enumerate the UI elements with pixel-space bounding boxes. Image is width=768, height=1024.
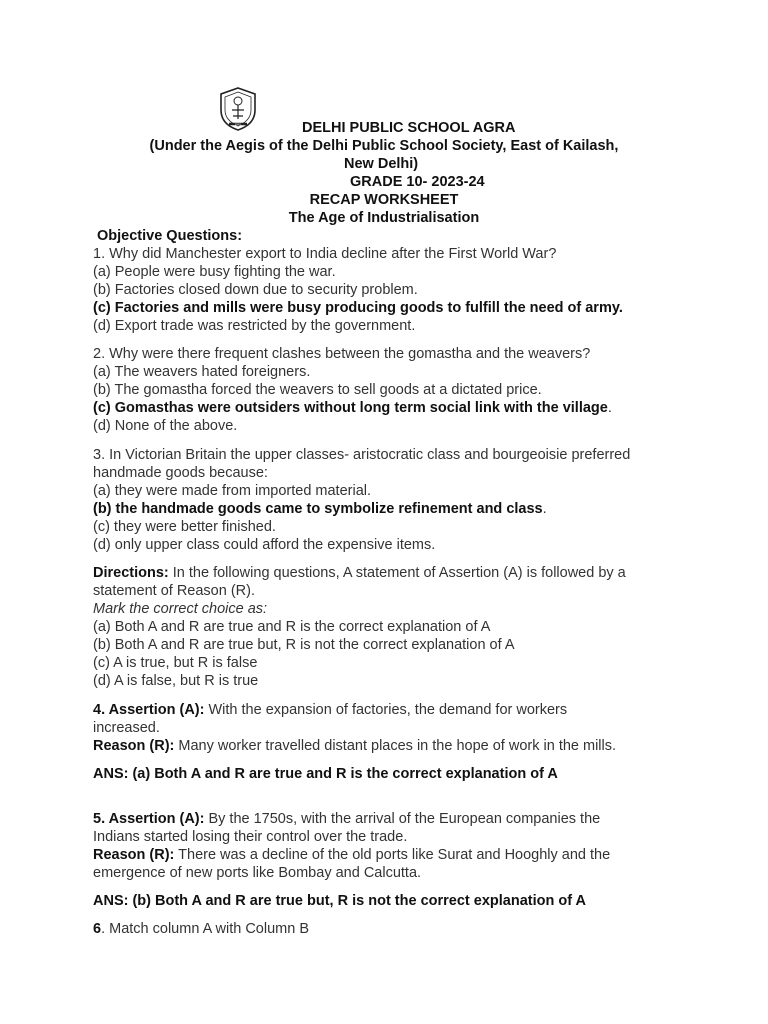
q2-option-c: (c) Gomasthas were outsiders without long term social link with the village	[93, 400, 608, 416]
q5-reason-2: emergence of new ports like Bombay and Calcutta.	[93, 865, 422, 881]
aegis-line-2: New Delhi)	[344, 156, 419, 172]
q5-reason-1: There was a decline of the old ports like Surat and Hooghly and the	[174, 847, 611, 863]
school-logo-icon	[217, 86, 259, 132]
q3-option-c: (c) they were better finished.	[93, 519, 276, 535]
chapter-title: The Age of Industrialisation	[288, 210, 480, 226]
q1-option-b: (b) Factories closed down due to security problem.	[93, 282, 418, 298]
directions-option-a: (a) Both A and R are true and R is the correct explanation of A	[93, 619, 491, 635]
q4-reason: Many worker travelled distant places in the hope of work in the mills.	[174, 738, 617, 754]
q3-option-b: (b) the handmade goods came to symbolize refinement and class	[93, 501, 543, 517]
q5-reason-label: Reason (R):	[93, 847, 175, 863]
q1-option-d: (d) Export trade was restricted by the government.	[93, 318, 416, 334]
q6-line	[93, 920, 309, 938]
q4-assertion-line-1	[93, 701, 567, 719]
objective-heading: Objective Questions:	[97, 228, 243, 244]
directions-text-2: statement of Reason (R).	[93, 583, 255, 599]
q5-assertion-line-1	[93, 810, 600, 828]
q3-option-a: (a) they were made from imported material.	[93, 483, 372, 499]
q3-question-2: handmade goods because:	[93, 465, 268, 481]
q2-option-c-line	[93, 399, 612, 417]
aegis-line-1: (Under the Aegis of the Delhi Public School Society, East of Kailash,	[149, 138, 619, 154]
q3-option-d: (d) only upper class could afford the expensive items.	[93, 537, 436, 553]
q2-option-d: (d) None of the above.	[93, 418, 238, 434]
directions-option-c: (c) A is true, but R is false	[93, 655, 258, 671]
directions-text-1: In the following questions, A statement of Assertion (A) is followed by a	[168, 565, 626, 581]
q4-assertion-1: With the expansion of factories, the demand for workers	[204, 702, 568, 718]
q2-option-a: (a) The weavers hated foreigners.	[93, 364, 311, 380]
q1-option-a: (a) People were busy fighting the war.	[93, 264, 336, 280]
q6-text: . Match column A with Column B	[101, 921, 309, 937]
q4-answer: ANS: (a) Both A and R are true and R is the correct explanation of A	[93, 766, 558, 782]
directions-label: Directions:	[93, 565, 169, 581]
q1-option-c: (c) Factories and mills were busy producing goods to fulfill the need of army.	[93, 300, 623, 316]
school-name: DELHI PUBLIC SCHOOL AGRA	[302, 120, 516, 136]
q2-option-b: (b) The gomastha forced the weavers to sell goods at a dictated price.	[93, 382, 542, 398]
q3-option-b-line	[93, 500, 547, 518]
directions-mark: Mark the correct choice as:	[93, 601, 268, 617]
worksheet-title: RECAP WORKSHEET	[309, 192, 459, 208]
q1-question: 1. Why did Manchester export to India decline after the First World War?	[93, 246, 557, 262]
q4-assertion-2: increased.	[93, 720, 160, 736]
q5-assertion-2: Indians started losing their control over the trade.	[93, 829, 408, 845]
q3-question-1: 3. In Victorian Britain the upper classes- aristocratic class and bourgeoisie preferred	[93, 447, 631, 463]
q5-answer: ANS: (b) Both A and R are true but, R is not the correct explanation of A	[93, 893, 587, 909]
q2-option-c-tail: .	[607, 400, 612, 416]
q4-reason-label: Reason (R):	[93, 738, 175, 754]
directions-line-1	[93, 564, 626, 582]
q6-number: 6	[93, 921, 102, 937]
grade: GRADE 10- 2023-24	[350, 174, 485, 190]
logo-text: DPS	[234, 122, 242, 127]
q4-assertion-label: 4. Assertion (A):	[93, 702, 205, 718]
directions-option-b: (b) Both A and R are true but, R is not the correct explanation of A	[93, 637, 515, 653]
q2-question: 2. Why were there frequent clashes between the gomastha and the weavers?	[93, 346, 591, 362]
directions-option-d: (d) A is false, but R is true	[93, 673, 259, 689]
q4-reason-line	[93, 737, 616, 755]
q5-assertion-1: By the 1750s, with the arrival of the European companies the	[204, 811, 601, 827]
q3-option-b-tail: .	[542, 501, 547, 517]
q5-assertion-label: 5. Assertion (A):	[93, 811, 205, 827]
q5-reason-line-1	[93, 846, 610, 864]
